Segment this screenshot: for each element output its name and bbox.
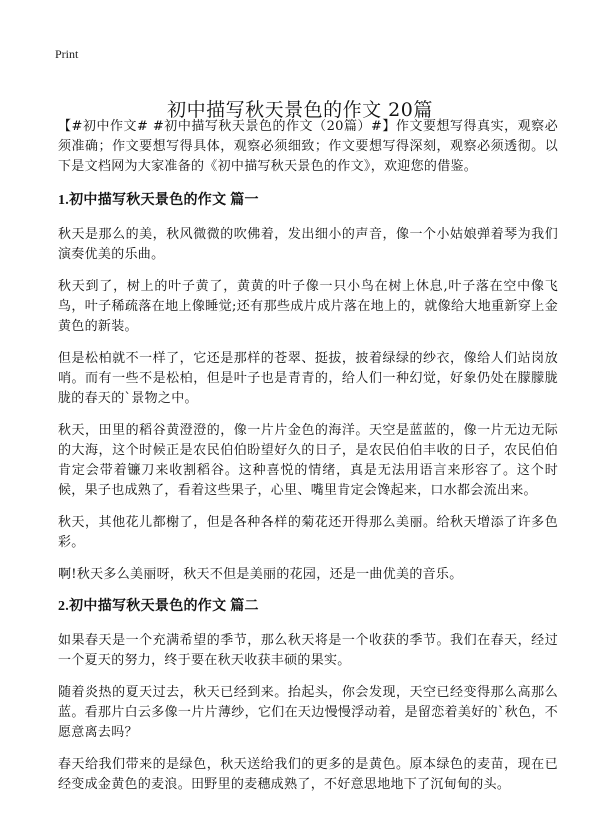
section-heading: 1.初中描写秋天景色的作文 篇一 xyxy=(58,193,259,208)
section-heading: 2.初中描写秋天景色的作文 篇二 xyxy=(58,599,259,614)
print-label: Print xyxy=(55,47,79,61)
document-body xyxy=(58,117,558,807)
paragraph: 但是松柏就不一样了，它还是那样的苍翠、挺拔，披着绿绿的纱衣，像给人们站岗放哨。而有一些不是松柏，但是叶子也是青青的，给人们一种幻觉，好象仍处在朦朦胧胧的春天的`景物之中。 xyxy=(58,351,558,406)
document-title: 初中描写秋天景色的作文 20篇 xyxy=(167,98,433,121)
paragraph: 秋天到了，树上的叶子黄了，黄黄的叶子像一只小鸟在树上休息,叶子落在空中像飞鸟，叶子稀疏落在地上像睡觉;还有那些成片成片落在地上的，就像给大地重新穿上金黄色的新装。 xyxy=(58,279,558,334)
paragraph: 春天给我们带来的是绿色，秋天送给我们的更多的是黄色。原本绿色的麦苗，现在已经变成金黄色的麦浪。田野里的麦穗成熟了，不好意思地地下了沉甸甸的头。 xyxy=(58,757,558,792)
intro-paragraph: 【#初中作文# #初中描写秋天景色的作文（20篇）#】作文要想写得真实，观察必须准确；作文要想写得具体，观察必须细致；作文要想写得深刻，观察必须透彻。以下是文档网为大家准备的《初中描写秋天景色的作文》，欢迎您的借鉴。 xyxy=(58,119,558,174)
paragraph: 如果春天是一个充满希望的季节，那么秋天将是一个收获的季节。我们在春天，经过一个夏天的努力，终于要在秋天收获丰硕的果实。 xyxy=(58,633,558,668)
paragraph: 秋天，其他花儿都榭了，但是各种各样的菊花还开得那么美丽。给秋天增添了许多色彩。 xyxy=(58,515,558,550)
paragraph: 啊!秋天多么美丽呀，秋天不但是美丽的花园，还是一曲优美的音乐。 xyxy=(58,567,463,582)
paragraph: 随着炎热的夏天过去，秋天已经到来。抬起头，你会发现，天空已经变得那么高那么蓝。看那片白云多像一片片薄纱，它们在天边慢慢浮动着，是留恋着美好的`秋色，不愿意离去吗？ xyxy=(58,685,558,740)
paragraph: 秋天是那么的美，秋风微微的吹佛着，发出细小的声音，像一个小姑娘弹着琴为我们演奏优美的乐曲。 xyxy=(58,227,558,262)
paragraph: 秋天，田里的稻谷黄澄澄的，像一片片金色的海洋。天空是蓝蓝的，像一片无边无际的大海，这个时候正是农民伯伯盼望好久的日子，是农民伯伯丰收的日子，农民伯伯肯定会带着镰刀来收割稻谷。这种喜悦的情绪，真是无法用语言来形容了。这个时候，果子也成熟了，看着这些果子，心里、嘴里肯定会馋起来，口水都会流出来。 xyxy=(58,423,558,498)
